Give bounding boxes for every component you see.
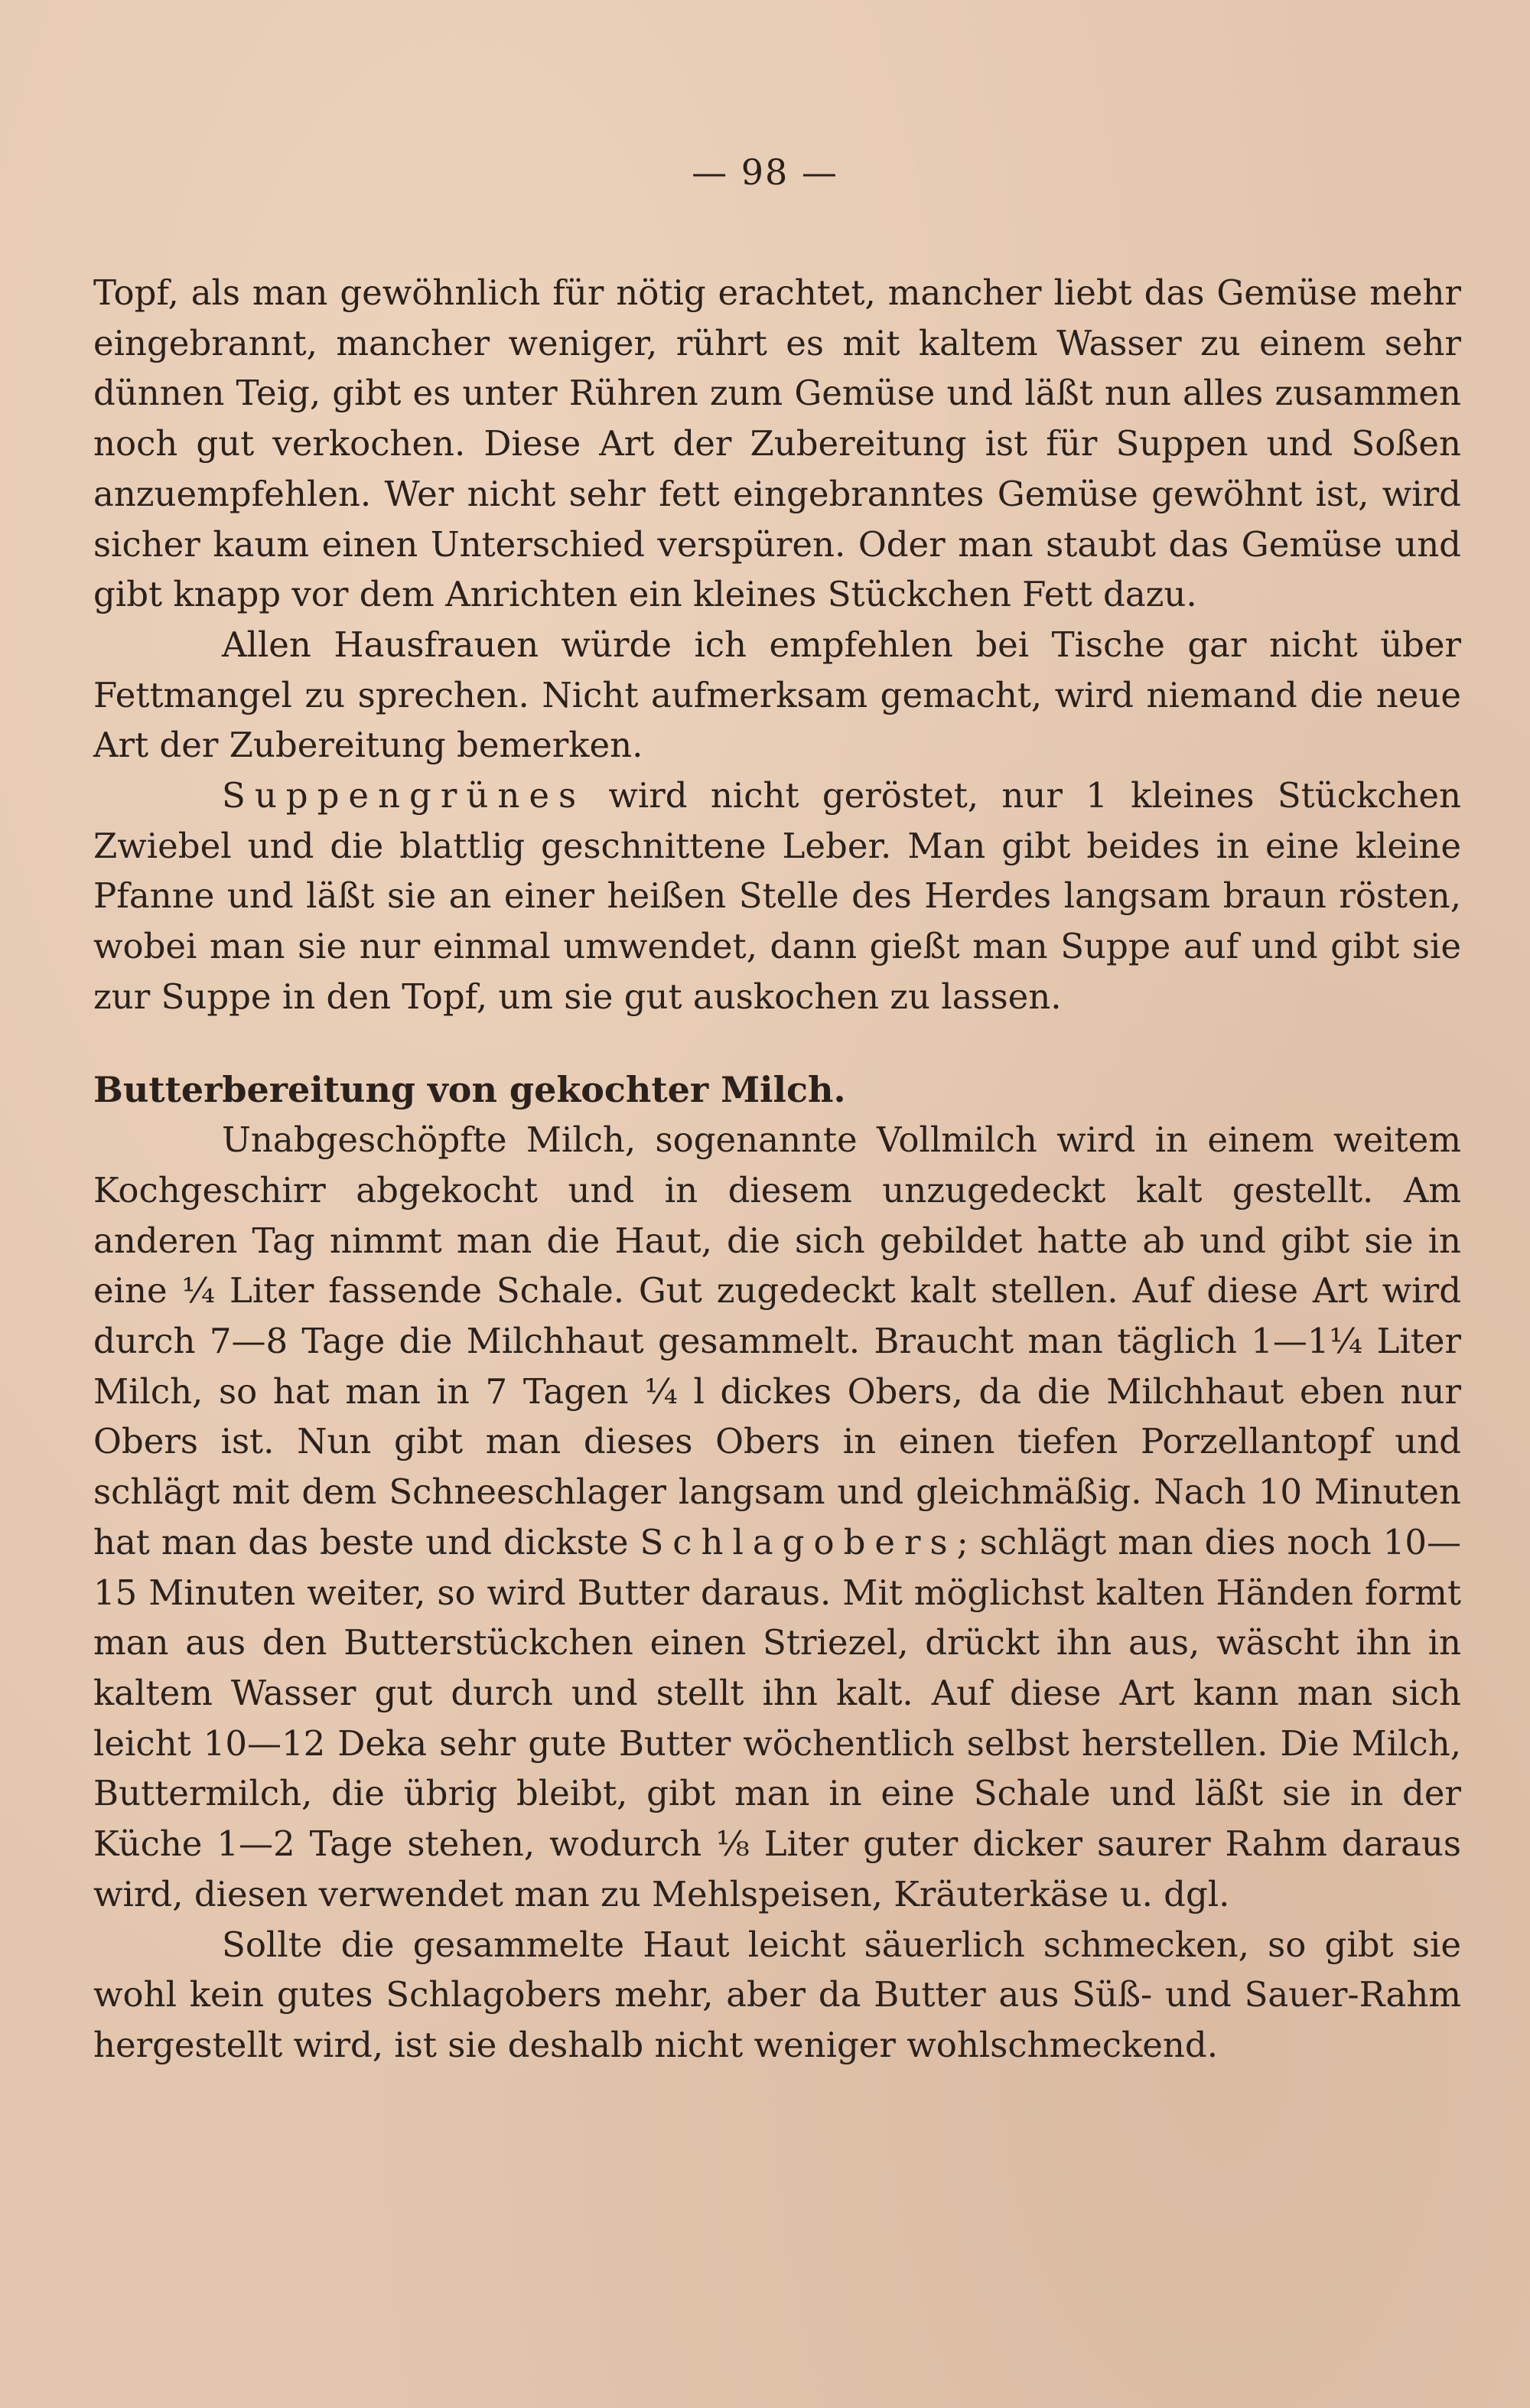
paragraph-soup-greens <box>93 771 1461 1022</box>
spaced-term: Schlagobers <box>640 1521 957 1562</box>
section-heading: Butterbereitung von gekochter Milch. <box>93 1068 846 1110</box>
paragraph-butter-method <box>93 1115 1461 1919</box>
paragraph-sour-skin: Sollte die gesammelte Haut leicht säuerlich schmecken, so gibt sie wohl kein gutes Schlagobers mehr, aber da Butter aus Süß- und Sauer-Rahm hergestellt wird, ist sie deshalb nicht weniger wohlschmeckend. <box>93 1924 1461 2065</box>
paragraph-text-part-a: Unabgeschöpfte Milch, sogenannte Vollmilch wird in einem weitem Kochgeschirr abgekocht und in diesem unzugedeckt kalt gestellt. Am anderen Tag nimmt man die Haut, die sich gebildet hatte ab und gibt sie in eine ¼ Liter fassende Schale. Gut zugedeckt kalt stellen. Auf diese Art wird durch 7—8 Tage die Milchhaut gesammelt. Braucht man täglich 1—1¼ Liter Milch, so hat man in 7 Tagen ¼ l dickes Obers, da die Milchhaut eben nur Obers ist. Nun gibt man dieses Obers in einen tiefen Porzellantopf und schlägt mit dem Schneeschlager langsam und gleichmäßig. Nach 10 Minuten hat man das beste und dickste <box>93 1119 1461 1562</box>
paragraph-text: wird nicht geröstet, nur 1 kleines Stückchen Zwiebel und die blattlig geschnittene Leber. Man gibt beides in eine kleine Pfanne und läßt sie an einer heißen Stelle des Herdes langsam braun rösten, wobei man sie nur einmal umwendet, dann gießt man Suppe auf und gibt sie zur Suppe in den Topf, um sie gut auskochen zu lassen. <box>93 775 1461 1017</box>
page-number: — 98 — <box>692 152 838 193</box>
paragraph-housewives: Allen Hausfrauen würde ich empfehlen bei Tische gar nicht über Fettmangel zu sprechen. Nicht aufmerksam gemacht, wird niemand die neue Art der Zubereitung bemerken. <box>93 624 1461 766</box>
spaced-term: Suppengrünes <box>222 775 586 816</box>
paragraph-text-part-b: ; schlägt man dies noch 10—15 Minuten weiter, so wird Butter daraus. Mit möglichst kalten Händen formt man aus den Butterstückchen einen Striezel, drückt ihn aus, wäscht ihn in kaltem Wasser gut durch und stellt ihn kalt. Auf diese Art kann man sich leicht 10—12 Deka sehr gute Butter wöchentlich selbst herstellen. Die Milch, Buttermilch, die übrig bleibt, gibt man in eine Schale und läßt sie in der Küche 1—2 Tage stehen, wodurch ⅛ Liter guter dicker saurer Rahm daraus wird, diesen verwendet man zu Mehlspeisen, Kräuterkäse u. dgl. <box>93 1521 1461 1914</box>
paragraph-continued: Topf, als man gewöhnlich für nötig erachtet, mancher liebt das Gemüse mehr eingebrannt, mancher weniger, rührt es mit kaltem Wasser zu einem sehr dünnen Teig, gibt es unter Rühren zum Gemüse und läßt nun alles zusammen noch gut verkochen. Diese Art der Zubereitung ist für Suppen und Soßen anzuempfehlen. Wer nicht sehr fett eingebranntes Gemüse gewöhnt ist, wird sicher kaum einen Unterschied verspüren. Oder man staubt das Gemüse und gibt knapp vor dem Anrichten ein kleines Stückchen Fett dazu. <box>93 272 1461 615</box>
page-body <box>93 268 1461 2071</box>
